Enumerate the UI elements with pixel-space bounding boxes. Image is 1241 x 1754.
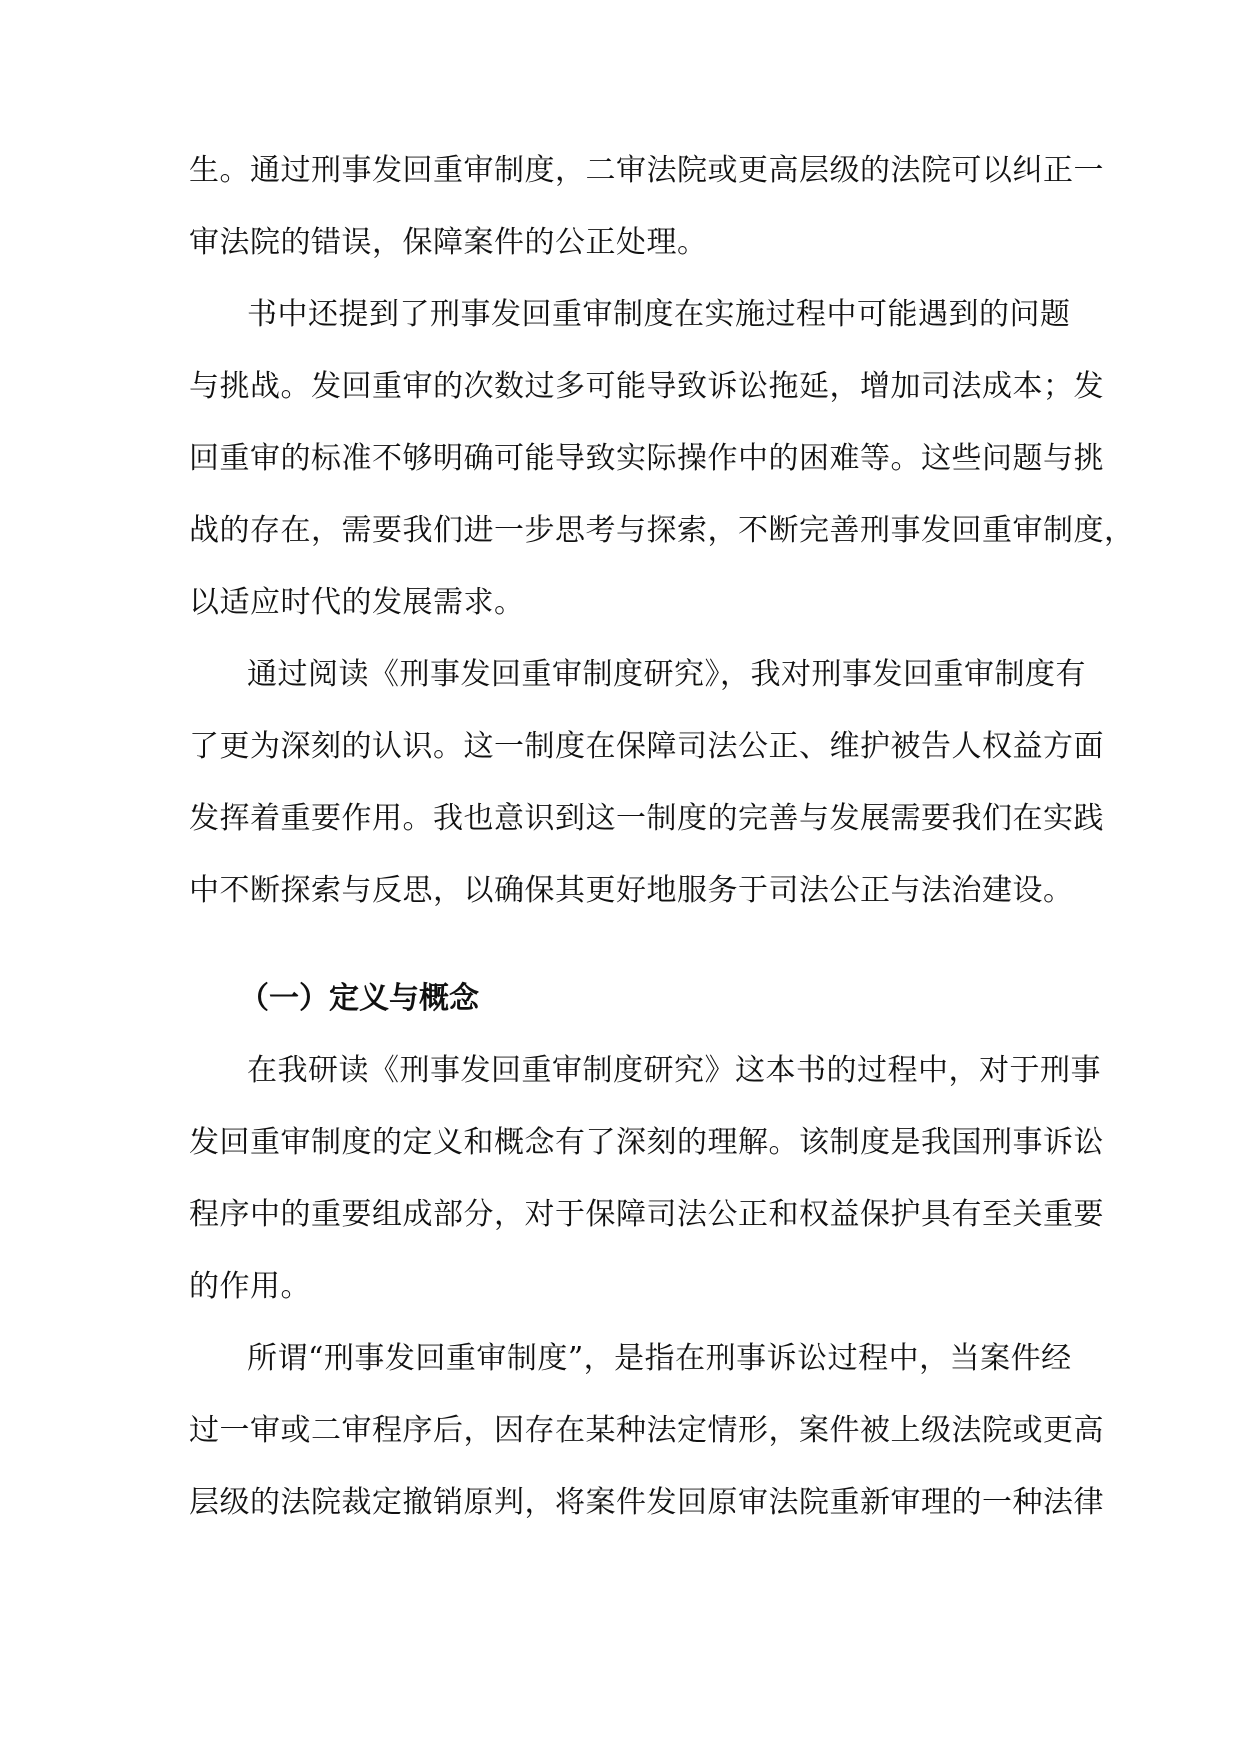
paragraph-1-line-2: 审法院的错误，保障案件的公正处理。 — [189, 225, 708, 260]
paragraph-1-line-1: 生。通过刑事发回重审制度，二审法院或更高层级的法院可以纠正一 — [189, 153, 1104, 188]
paragraph-2-line-1: 书中还提到了刑事发回重审制度在实施过程中可能遇到的问题 — [247, 297, 1071, 332]
section-paragraph-1-line-1: 在我研读《刑事发回重审制度研究》这本书的过程中，对于刑事 — [247, 1053, 1101, 1088]
section-paragraph-2-line-2: 过一审或二审程序后，因存在某种法定情形，案件被上级法院或更高 — [189, 1413, 1104, 1448]
paragraph-3-line-3: 发挥着重要作用。我也意识到这一制度的完善与发展需要我们在实践 — [189, 801, 1104, 836]
paragraph-3-line-4: 中不断探索与反思，以确保其更好地服务于司法公正与法治建设。 — [189, 873, 1074, 908]
section-paragraph-1-line-4: 的作用。 — [189, 1269, 311, 1304]
paragraph-2-line-3: 回重审的标准不够明确可能导致实际操作中的困难等。这些问题与挑 — [189, 441, 1104, 476]
paragraph-2-line-4: 战的存在，需要我们进一步思考与探索，不断完善刑事发回重审制度， — [189, 513, 1135, 548]
paragraph-2-line-5: 以适应时代的发展需求。 — [189, 585, 525, 620]
document-body — [189, 135, 1135, 1539]
section-paragraph-1-line-3: 程序中的重要组成部分，对于保障司法公正和权益保护具有至关重要 — [189, 1197, 1104, 1232]
paragraph-2-line-2: 与挑战。发回重审的次数过多可能导致诉讼拖延，增加司法成本；发 — [189, 369, 1104, 404]
paragraph-3-line-2: 了更为深刻的认识。这一制度在保障司法公正、维护被告人权益方面 — [189, 729, 1104, 764]
section-heading: （一）定义与概念 — [239, 981, 479, 1016]
section-paragraph-1-line-2: 发回重审制度的定义和概念有了深刻的理解。该制度是我国刑事诉讼 — [189, 1125, 1104, 1160]
section-paragraph-2-line-1: 所谓“刑事发回重审制度”，是指在刑事诉讼过程中，当案件经 — [247, 1341, 1072, 1376]
section-paragraph-2-line-3: 层级的法院裁定撤销原判，将案件发回原审法院重新审理的一种法律 — [189, 1485, 1104, 1520]
paragraph-3-line-1: 通过阅读《刑事发回重审制度研究》，我对刑事发回重审制度有 — [247, 657, 1086, 692]
